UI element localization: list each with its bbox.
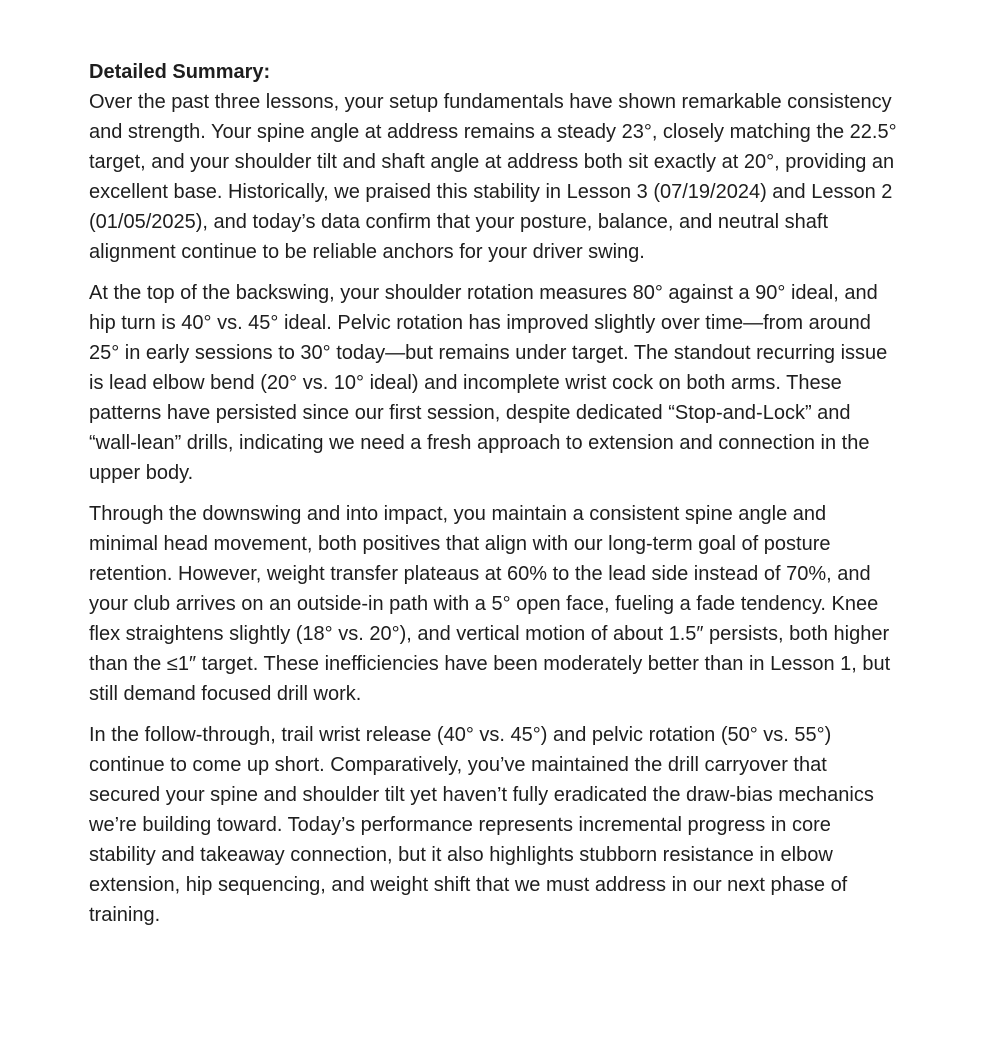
summary-heading: Detailed Summary:: [89, 61, 271, 83]
summary-paragraph-backswing: At the top of the backswing, your shoulder rotation measures 80° against a 90° ideal, and hip turn is 40° vs. 45° ideal. Pelvic rotation has improved slightly over time—from around 25° in early sessions to 30° today—but remains under target. The standout recurring issue is lead elbow bend (20° vs. 10° ideal) and incomplete wrist cock on both arms. These patterns have persisted since our first session, despite dedicated “Stop-and-Lock” and “wall-lean” drills, indicating we need a fresh approach to extension and connection in the upper body.: [89, 282, 888, 484]
detailed-summary-section: [89, 57, 899, 941]
summary-paragraph-downswing: Through the downswing and into impact, you maintain a consistent spine angle and minimal head movement, both positives that align with our long-term goal of posture retention. However, weight transfer plateaus at 60% to the lead side instead of 70%, and your club arrives on an outside-in path with a 5° open face, fueling a fade tendency. Knee flex straightens slightly (18° vs. 20°), and vertical motion of about 1.5″ persists, both higher than the ≤1″ target. These inefficiencies have been moderately better than in Lesson 1, but still demand focused drill work.: [89, 503, 891, 705]
summary-paragraph-follow-through: In the follow-through, trail wrist release (40° vs. 45°) and pelvic rotation (50° vs. 55°) continue to come up short. Comparatively, you’ve maintained the drill carryover that secured your spine and shoulder tilt yet haven’t fully eradicated the draw-bias mechanics we’re building toward. Today’s performance represents incremental progress in core stability and takeaway connection, but it also highlights stubborn resistance in elbow extension, hip sequencing, and weight shift that we must address in our next phase of training.: [89, 724, 874, 926]
summary-paragraph-setup: Over the past three lessons, your setup fundamentals have shown remarkable consistency and strength. Your spine angle at address remains a steady 23°, closely matching the 22.5° target, and your shoulder tilt and shaft angle at address both sit exactly at 20°, providing an excellent base. Historically, we praised this stability in Lesson 3 (07/19/2024) and Lesson 2 (01/05/2025), and today’s data confirm that your posture, balance, and neutral shaft alignment continue to be reliable anchors for your driver swing.: [89, 91, 897, 263]
